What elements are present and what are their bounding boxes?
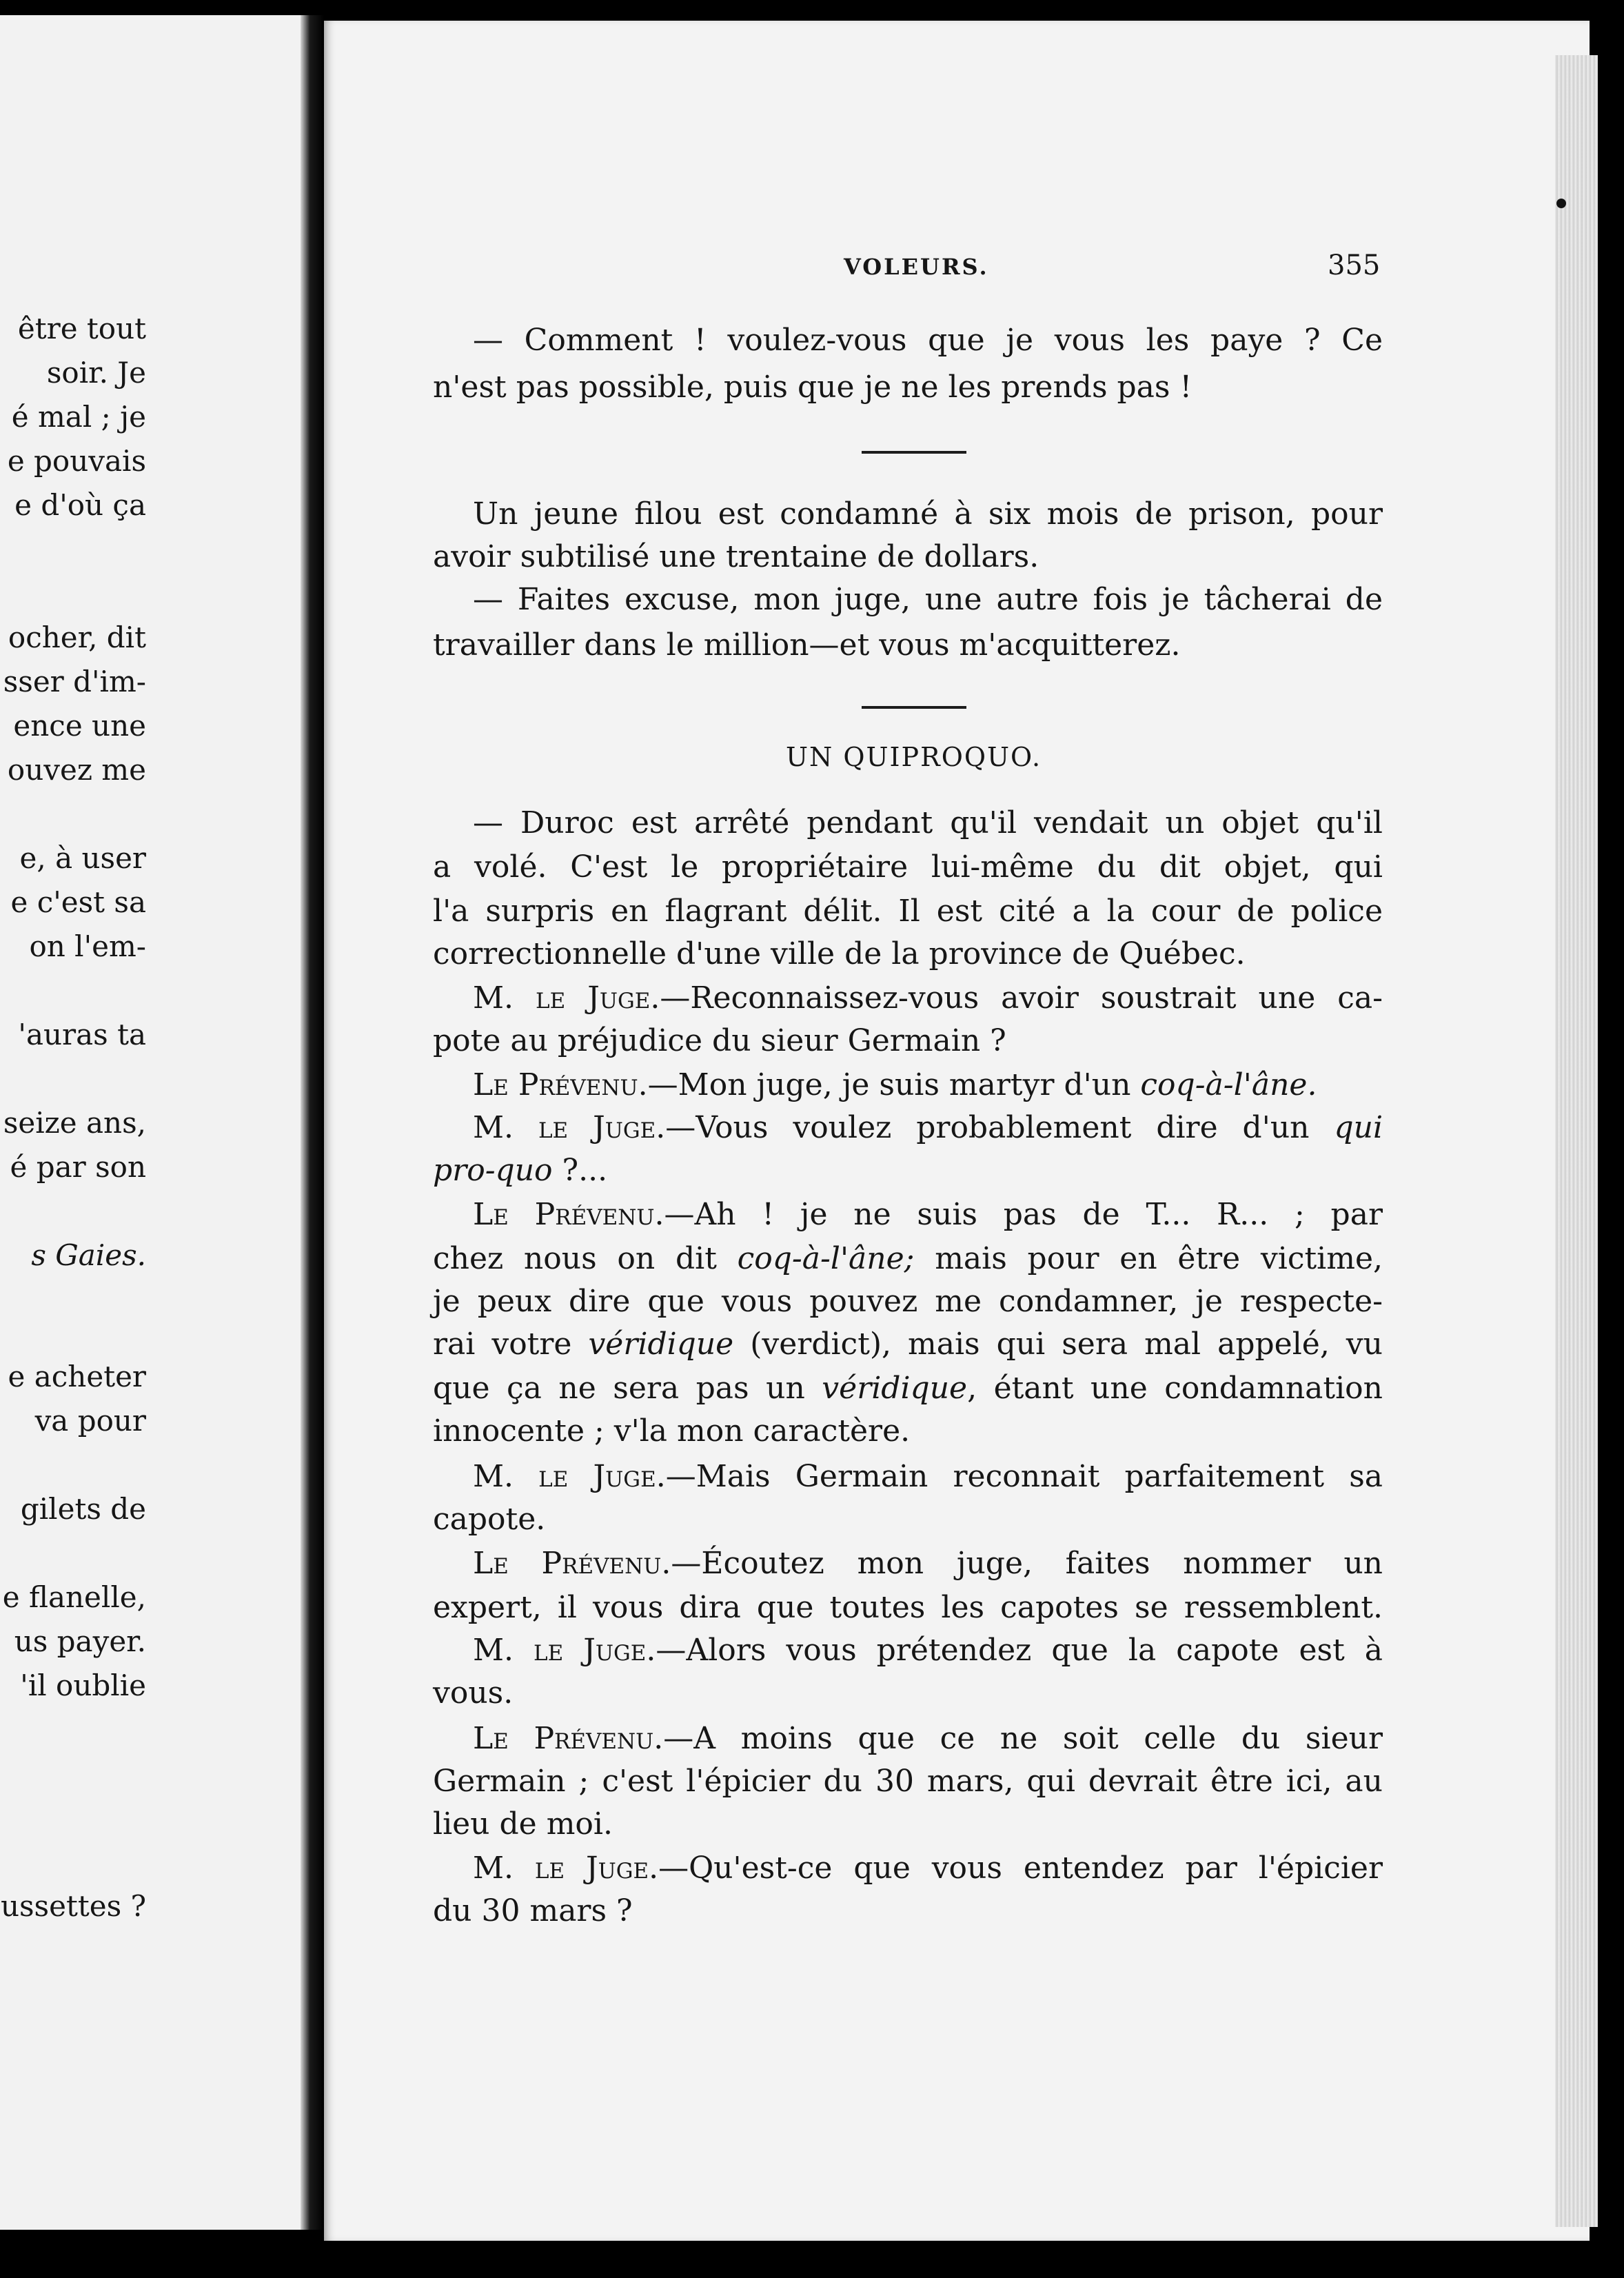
- dialogue-line: M. le Juge.—Qu'est-ce que vous entendez par l'épicier: [473, 1851, 1383, 1886]
- left-page-line: e flanelle,: [2, 1580, 146, 1614]
- left-page-line: e d'où ça: [14, 488, 146, 522]
- left-page-line: ocher, dit: [8, 621, 146, 654]
- speaker-label: M. le Juge.: [473, 1633, 656, 1668]
- left-page-line: ence une: [13, 709, 146, 743]
- left-page-line: ussettes ?: [0, 1889, 146, 1923]
- ink-speck: [1556, 199, 1566, 208]
- text-line: a volé. C'est le propriétaire lui-même du dit objet, qui: [433, 849, 1383, 885]
- left-page-line: us payer.: [14, 1624, 146, 1658]
- separator-rule: [862, 451, 966, 454]
- dialogue-line: M. le Juge.—Vous voulez probablement dire d'un qui: [473, 1110, 1383, 1145]
- left-page-line: 'auras ta: [18, 1018, 146, 1051]
- left-page-line: va pour: [34, 1404, 146, 1438]
- left-page-line: soir. Je: [46, 356, 146, 390]
- text-line: rai votre véridique (verdict), mais qui sera mal appelé, vu: [433, 1327, 1383, 1362]
- text-line: expert, il vous dira que toutes les capotes se ressemblent.: [433, 1590, 1383, 1625]
- dialogue-line: Le Prévenu.—A moins que ce ne soit celle du sieur: [473, 1721, 1383, 1756]
- left-page-line: e, à user: [19, 841, 146, 875]
- text-line: lieu de moi.: [433, 1806, 613, 1842]
- dialogue-line: Le Prévenu.—Écoutez mon juge, faites nommer un: [473, 1546, 1383, 1581]
- text-line: travailler dans le million—et vous m'acquitterez.: [433, 627, 1181, 663]
- book-gutter: [301, 15, 324, 2230]
- text-line: correctionnelle d'une ville de la province de Québec.: [433, 936, 1246, 971]
- section-title: UN QUIPROQUO.: [786, 742, 1042, 772]
- left-page-line: e pouvais: [7, 444, 146, 478]
- dialogue-line: M. le Juge.—Mais Germain reconnait parfaitement sa: [473, 1459, 1383, 1494]
- left-page-line: é par son: [10, 1150, 146, 1184]
- text-line: l'a surpris en flagrant délit. Il est cité a la cour de police: [433, 894, 1383, 929]
- left-page-line: être tout: [17, 312, 146, 345]
- speaker-label: M. le Juge.: [473, 980, 660, 1016]
- page-edge: [1555, 55, 1598, 2227]
- left-page-line: é mal ; je: [11, 400, 146, 434]
- dialogue-line: Le Prévenu.—Mon juge, je suis martyr d'un coq-à-l'âne.: [473, 1067, 1317, 1102]
- text-line: avoir subtilisé une trentaine de dollars.: [433, 539, 1039, 574]
- text-line: pro-quo ?...: [433, 1153, 608, 1188]
- speaker-label: Le Prévenu.: [473, 1067, 648, 1102]
- text-line: que ça ne sera pas un véridique, étant une condamnation: [433, 1371, 1383, 1406]
- left-page-line: on l'em-: [29, 929, 146, 963]
- left-page-line: s Gaies.: [31, 1238, 146, 1272]
- page-number: 355: [1328, 250, 1381, 281]
- left-page-line: ouvez me: [7, 753, 146, 787]
- left-page-line: e acheter: [8, 1360, 146, 1393]
- speaker-label: Le Prévenu.: [473, 1546, 671, 1581]
- text-line: pote au préjudice du sieur Germain ?: [433, 1023, 1006, 1058]
- dialogue-line: Le Prévenu.—Ah ! je ne suis pas de T... R... ; par: [473, 1197, 1383, 1232]
- text-line: du 30 mars ?: [433, 1893, 633, 1928]
- left-page-line: seize ans,: [3, 1106, 146, 1140]
- text-line: n'est pas possible, puis que je ne les prends pas !: [433, 370, 1192, 405]
- separator-rule: [862, 706, 966, 709]
- running-head: VOLEURS.: [844, 254, 989, 280]
- text-line: — Duroc est arrêté pendant qu'il vendait un objet qu'il: [473, 805, 1383, 840]
- dialogue-line: M. le Juge.—Reconnaissez-vous avoir soustrait une ca-: [473, 980, 1383, 1016]
- text-line: Germain ; c'est l'épicier du 30 mars, qui devrait être ici, au: [433, 1764, 1383, 1799]
- speaker-label: M. le Juge.: [473, 1459, 666, 1494]
- text-line: je peux dire que vous pouvez me condamner, je respecte-: [433, 1284, 1383, 1319]
- left-page-line: gilets de: [20, 1492, 146, 1526]
- speaker-label: Le Prévenu.: [473, 1721, 664, 1756]
- text-line: vous.: [433, 1675, 514, 1711]
- speaker-label: M. le Juge.: [473, 1110, 666, 1145]
- speaker-label: Le Prévenu.: [473, 1197, 664, 1232]
- text-line: capote.: [433, 1502, 546, 1537]
- text-line: — Faites excuse, mon juge, une autre fois je tâcherai de: [473, 582, 1383, 617]
- speaker-label: M. le Juge.: [473, 1851, 659, 1886]
- text-line: chez nous on dit coq-à-l'âne; mais pour en être victime,: [433, 1241, 1383, 1276]
- dialogue-line: M. le Juge.—Alors vous prétendez que la capote est à: [473, 1633, 1383, 1668]
- left-page-line: sser d'im-: [3, 665, 146, 698]
- text-line: — Comment ! voulez-vous que je vous les paye ? Ce: [473, 323, 1383, 358]
- text-line: innocente ; v'la mon caractère.: [433, 1413, 911, 1449]
- left-page-line: 'il oublie: [20, 1669, 146, 1702]
- text-line: Un jeune filou est condamné à six mois de prison, pour: [473, 496, 1383, 532]
- left-page-line: e c'est sa: [10, 885, 146, 919]
